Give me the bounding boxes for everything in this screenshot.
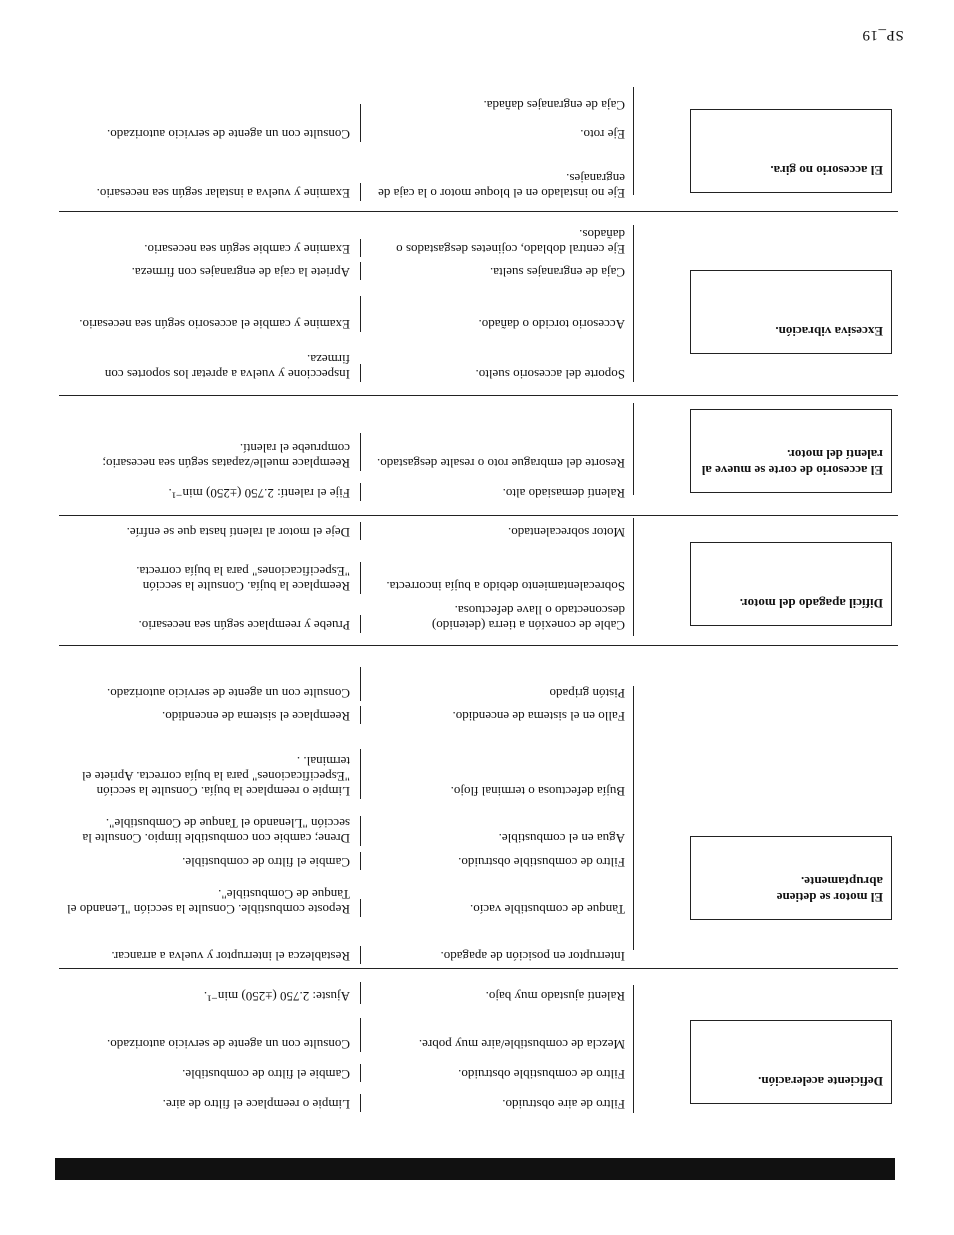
fix-bar — [360, 1064, 361, 1082]
fix-bar — [360, 982, 361, 1004]
cause-text: Filtro de combustible obstruido. — [458, 1067, 625, 1082]
cause-text: Cable de conexión a tierra (detenido) desconectado o llave defectuosa. — [431, 603, 625, 633]
fix-text: Cambie el filtro de combustible. — [182, 855, 350, 870]
fix-bar — [360, 104, 361, 142]
header-bar — [55, 1158, 895, 1180]
cause-text: Eje central doblado, cojinetes desgastados o dañados. — [396, 227, 625, 257]
cause-text: Interruptor en posición de apagado. — [440, 949, 625, 964]
fix-text: Reemplace el sistema de encendido. — [161, 709, 350, 724]
problem-label: Difícil apagado del motor. — [690, 542, 892, 626]
fix-bar — [360, 239, 361, 257]
cause-text: Pistón gripado — [549, 686, 625, 701]
fix-bar — [360, 483, 361, 501]
problem-label: Excesiva vibración. — [690, 270, 892, 354]
fix-bar — [360, 899, 361, 917]
cause-text: Eje roto. — [580, 127, 625, 142]
fix-text: Pruebe y reemplace según sea necesario. — [138, 618, 350, 633]
fix-text: Examine y cambie el accesorio según sea necesario. — [79, 317, 350, 332]
fix-bar — [360, 433, 361, 471]
fix-bar — [360, 1018, 361, 1052]
cause-text: Ralentí ajustado muy bajo. — [485, 989, 625, 1004]
bracket-line — [633, 403, 634, 495]
cause-text: Caja de engranajes dañada. — [483, 98, 625, 113]
fix-text: Reposte combustible. Consulte la sección "Lenando el Tanque de Combustible". — [67, 887, 350, 917]
fix-bar — [360, 615, 361, 633]
fix-bar — [360, 852, 361, 870]
fix-text: Consulte con un agente de servicio autorizado. — [107, 1037, 350, 1052]
cause-text: Bujía defectuosa o terminal flojo. — [450, 784, 625, 799]
cause-text: Filtro de aire obstruido. — [502, 1097, 625, 1112]
fix-text: Fije el ralentí: 2.750 (±250) min⁻¹. — [168, 486, 350, 501]
cause-text: Eje no instalado en el bloque motor o la caja de engranajes. — [378, 171, 625, 201]
cause-text: Motor sobrecalentado. — [508, 525, 625, 540]
cause-text: Agua en el combustible. — [498, 831, 625, 846]
fix-text: Inspeccione y vuelva a apretar los soportes con firmeza. — [104, 352, 350, 382]
cause-text: Resorte del embrague roto o resalte desgastado. — [377, 456, 625, 471]
fix-text: Reemplace la bujía. Consulte la sección "Especificaciones" para la bujía correcta. — [136, 564, 350, 594]
section-divider — [59, 515, 898, 516]
bracket-line — [633, 518, 634, 636]
fix-text: Restablezca el interruptor y vuelva a arrancar. — [111, 949, 350, 964]
fix-text: Deje el motor al ralentí hasta que se enfríe. — [126, 525, 350, 540]
problem-label: El accesorio no gira. — [690, 109, 892, 193]
fix-text: Cambie el filtro de combustible. — [182, 1067, 350, 1082]
fix-bar — [360, 667, 361, 701]
fix-bar — [360, 816, 361, 846]
bracket-line — [633, 985, 634, 1113]
fix-text: Consulte con un agente de servicio autorizado. — [107, 686, 350, 701]
cause-text: Ralentí demasiado alto. — [502, 486, 625, 501]
cause-text: Sobrecalentamiento debido a bujía incorrecta. — [386, 579, 625, 594]
cause-text: Accesorio torcido o dañado. — [478, 317, 625, 332]
fix-text: Limpie o reemplace la bujía. Consulte la sección "Especificaciones" para la bujía correcta. Apriete el terminal. . — [82, 754, 350, 799]
fix-bar — [360, 749, 361, 799]
fix-text: Limpie o reemplace el filtro de aire. — [162, 1097, 350, 1112]
fix-text: Consulte con un agente de servicio autorizado. — [107, 127, 350, 142]
bracket-line — [633, 686, 634, 950]
cause-text: Soporte del accesorio suelto. — [475, 367, 625, 382]
cause-text: Tanque de combustible vacío. — [469, 902, 625, 917]
fix-bar — [360, 946, 361, 964]
fix-bar — [360, 522, 361, 540]
fix-bar — [360, 1094, 361, 1112]
section-divider — [59, 395, 898, 396]
fix-bar — [360, 706, 361, 724]
section-divider — [59, 645, 898, 646]
section-divider — [59, 968, 898, 969]
fix-bar — [360, 364, 361, 382]
fix-bar — [360, 562, 361, 594]
fix-bar — [360, 183, 361, 201]
bracket-line — [633, 87, 634, 195]
cause-text: Mezcla de combustible/aire muy pobre. — [418, 1037, 625, 1052]
cause-text: Filtro de combustible obstruido. — [458, 855, 625, 870]
section-divider — [59, 211, 898, 212]
fix-text: Examine y vuelva a instalar según sea necesario. — [96, 186, 350, 201]
page-number: SP_19 — [862, 27, 904, 43]
cause-text: Caja de engranajes suelta. — [490, 265, 625, 280]
fix-text: Reemplace muelle/zapatas según sea necesario; compruebe el ralentí. — [102, 441, 350, 471]
fix-text: Apriete la caja de engranajes con firmeza. — [131, 265, 350, 280]
cause-text: Fallo en el sistema de encendido. — [452, 709, 625, 724]
fix-text: Drene; cambie con combustible limpio. Consulte la sección "Llenando el Tanque de Combustible". — [82, 816, 350, 846]
problem-label: El motor se detiene abruptamente. — [690, 836, 892, 920]
fix-bar — [360, 262, 361, 280]
fix-text: Ajuste: 2.750 (±250) min⁻¹. — [203, 989, 350, 1004]
problem-label: El accesorio de corte se mueve al ralentí del motor. — [690, 409, 892, 493]
fix-text: Examine y cambie según sea necesario. — [144, 242, 350, 257]
fix-bar — [360, 296, 361, 332]
problem-label: Deficiente aceleración. — [690, 1020, 892, 1104]
bracket-line — [633, 225, 634, 382]
